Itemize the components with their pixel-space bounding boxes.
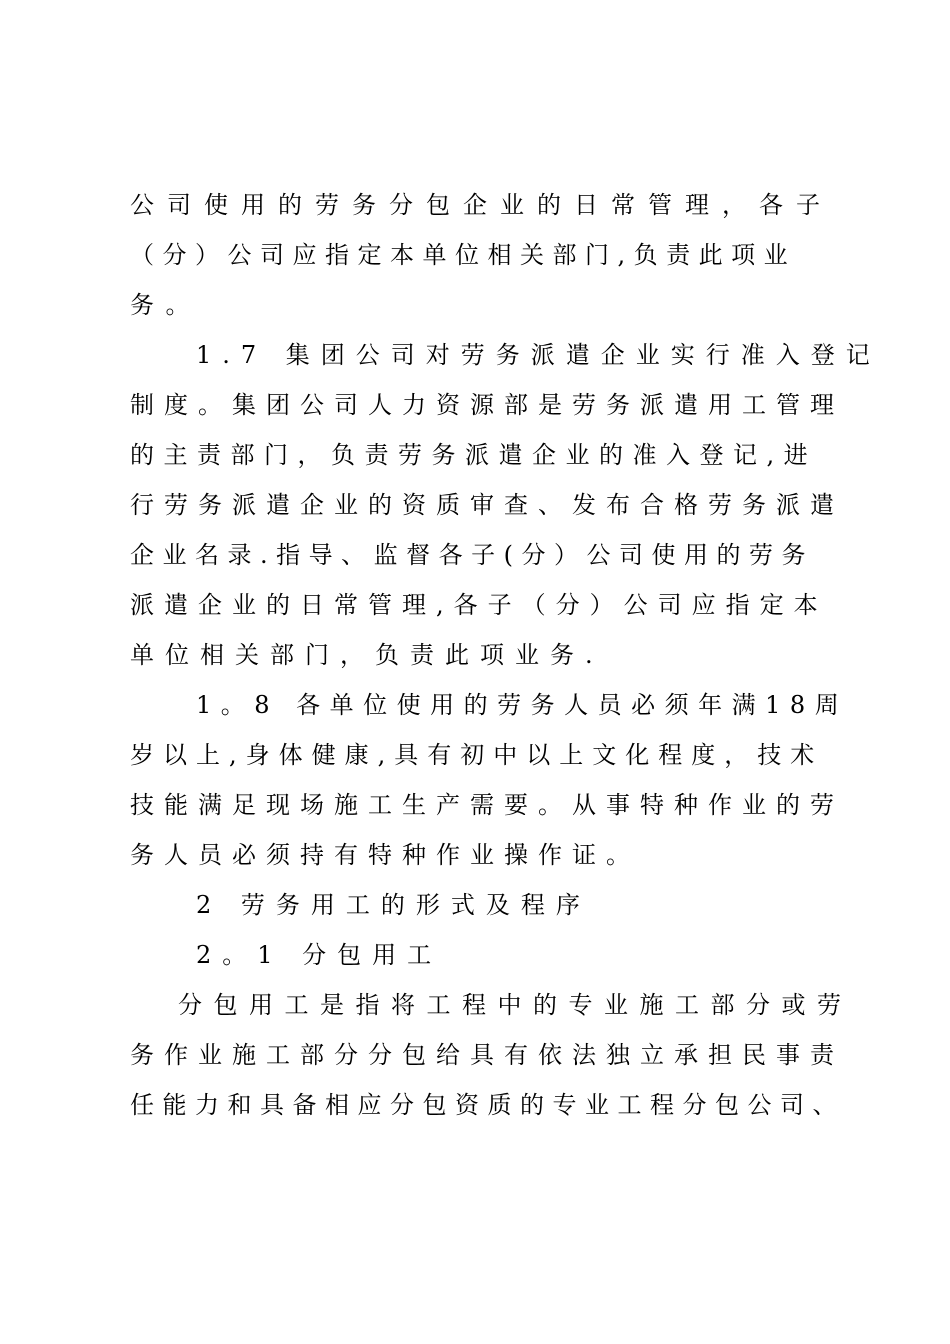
text-line-15: 2 劳务用工的形式及程序 xyxy=(196,891,591,919)
text-line-19: 任能力和具备相应分包资质的专业工程分包公司、 xyxy=(130,1091,845,1119)
text-line-7: 行劳务派遣企业的资质审查、发布合格劳务派遣 xyxy=(130,491,844,519)
text-line-1: 公司使用的劳务分包企业的日常管理，各子 xyxy=(130,191,833,219)
text-line-16: 2。1 分包用工 xyxy=(196,941,443,969)
text-line-6: 的主责部门，负责劳务派遣企业的准入登记,进 xyxy=(130,441,818,469)
text-line-5: 制度。集团公司人力资源部是劳务派遣用工管理 xyxy=(130,391,844,419)
text-line-11: 1。8 各单位使用的劳务人员必须年满18周 xyxy=(196,691,849,719)
text-line-10: 单位相关部门，负责此项业务. xyxy=(130,641,604,669)
text-line-14: 务人员必须持有特种作业操作证。 xyxy=(130,841,640,869)
text-line-3: 务。 xyxy=(130,291,201,319)
text-line-13: 技能满足现场施工生产需要。从事特种作业的劳 xyxy=(130,791,844,819)
text-line-9: 派遣企业的日常管理,各子（分）公司应指定本 xyxy=(130,591,828,619)
text-line-12: 岁以上,身体健康,具有初中以上文化程度，技术 xyxy=(130,741,824,769)
text-line-8: 企业名录.指导、监督各子(分）公司使用的劳务 xyxy=(130,541,814,569)
text-line-17: 分包用工是指将工程中的专业施工部分或劳 xyxy=(178,991,853,1019)
text-line-2: （分）公司应指定本单位相关部门,负责此项业 xyxy=(130,241,797,269)
text-line-18: 务作业施工部分分包给具有依法独立承担民事责 xyxy=(130,1041,844,1069)
text-line-4: 1.7 集团公司对劳务派遣企业实行准入登记 xyxy=(196,341,881,369)
